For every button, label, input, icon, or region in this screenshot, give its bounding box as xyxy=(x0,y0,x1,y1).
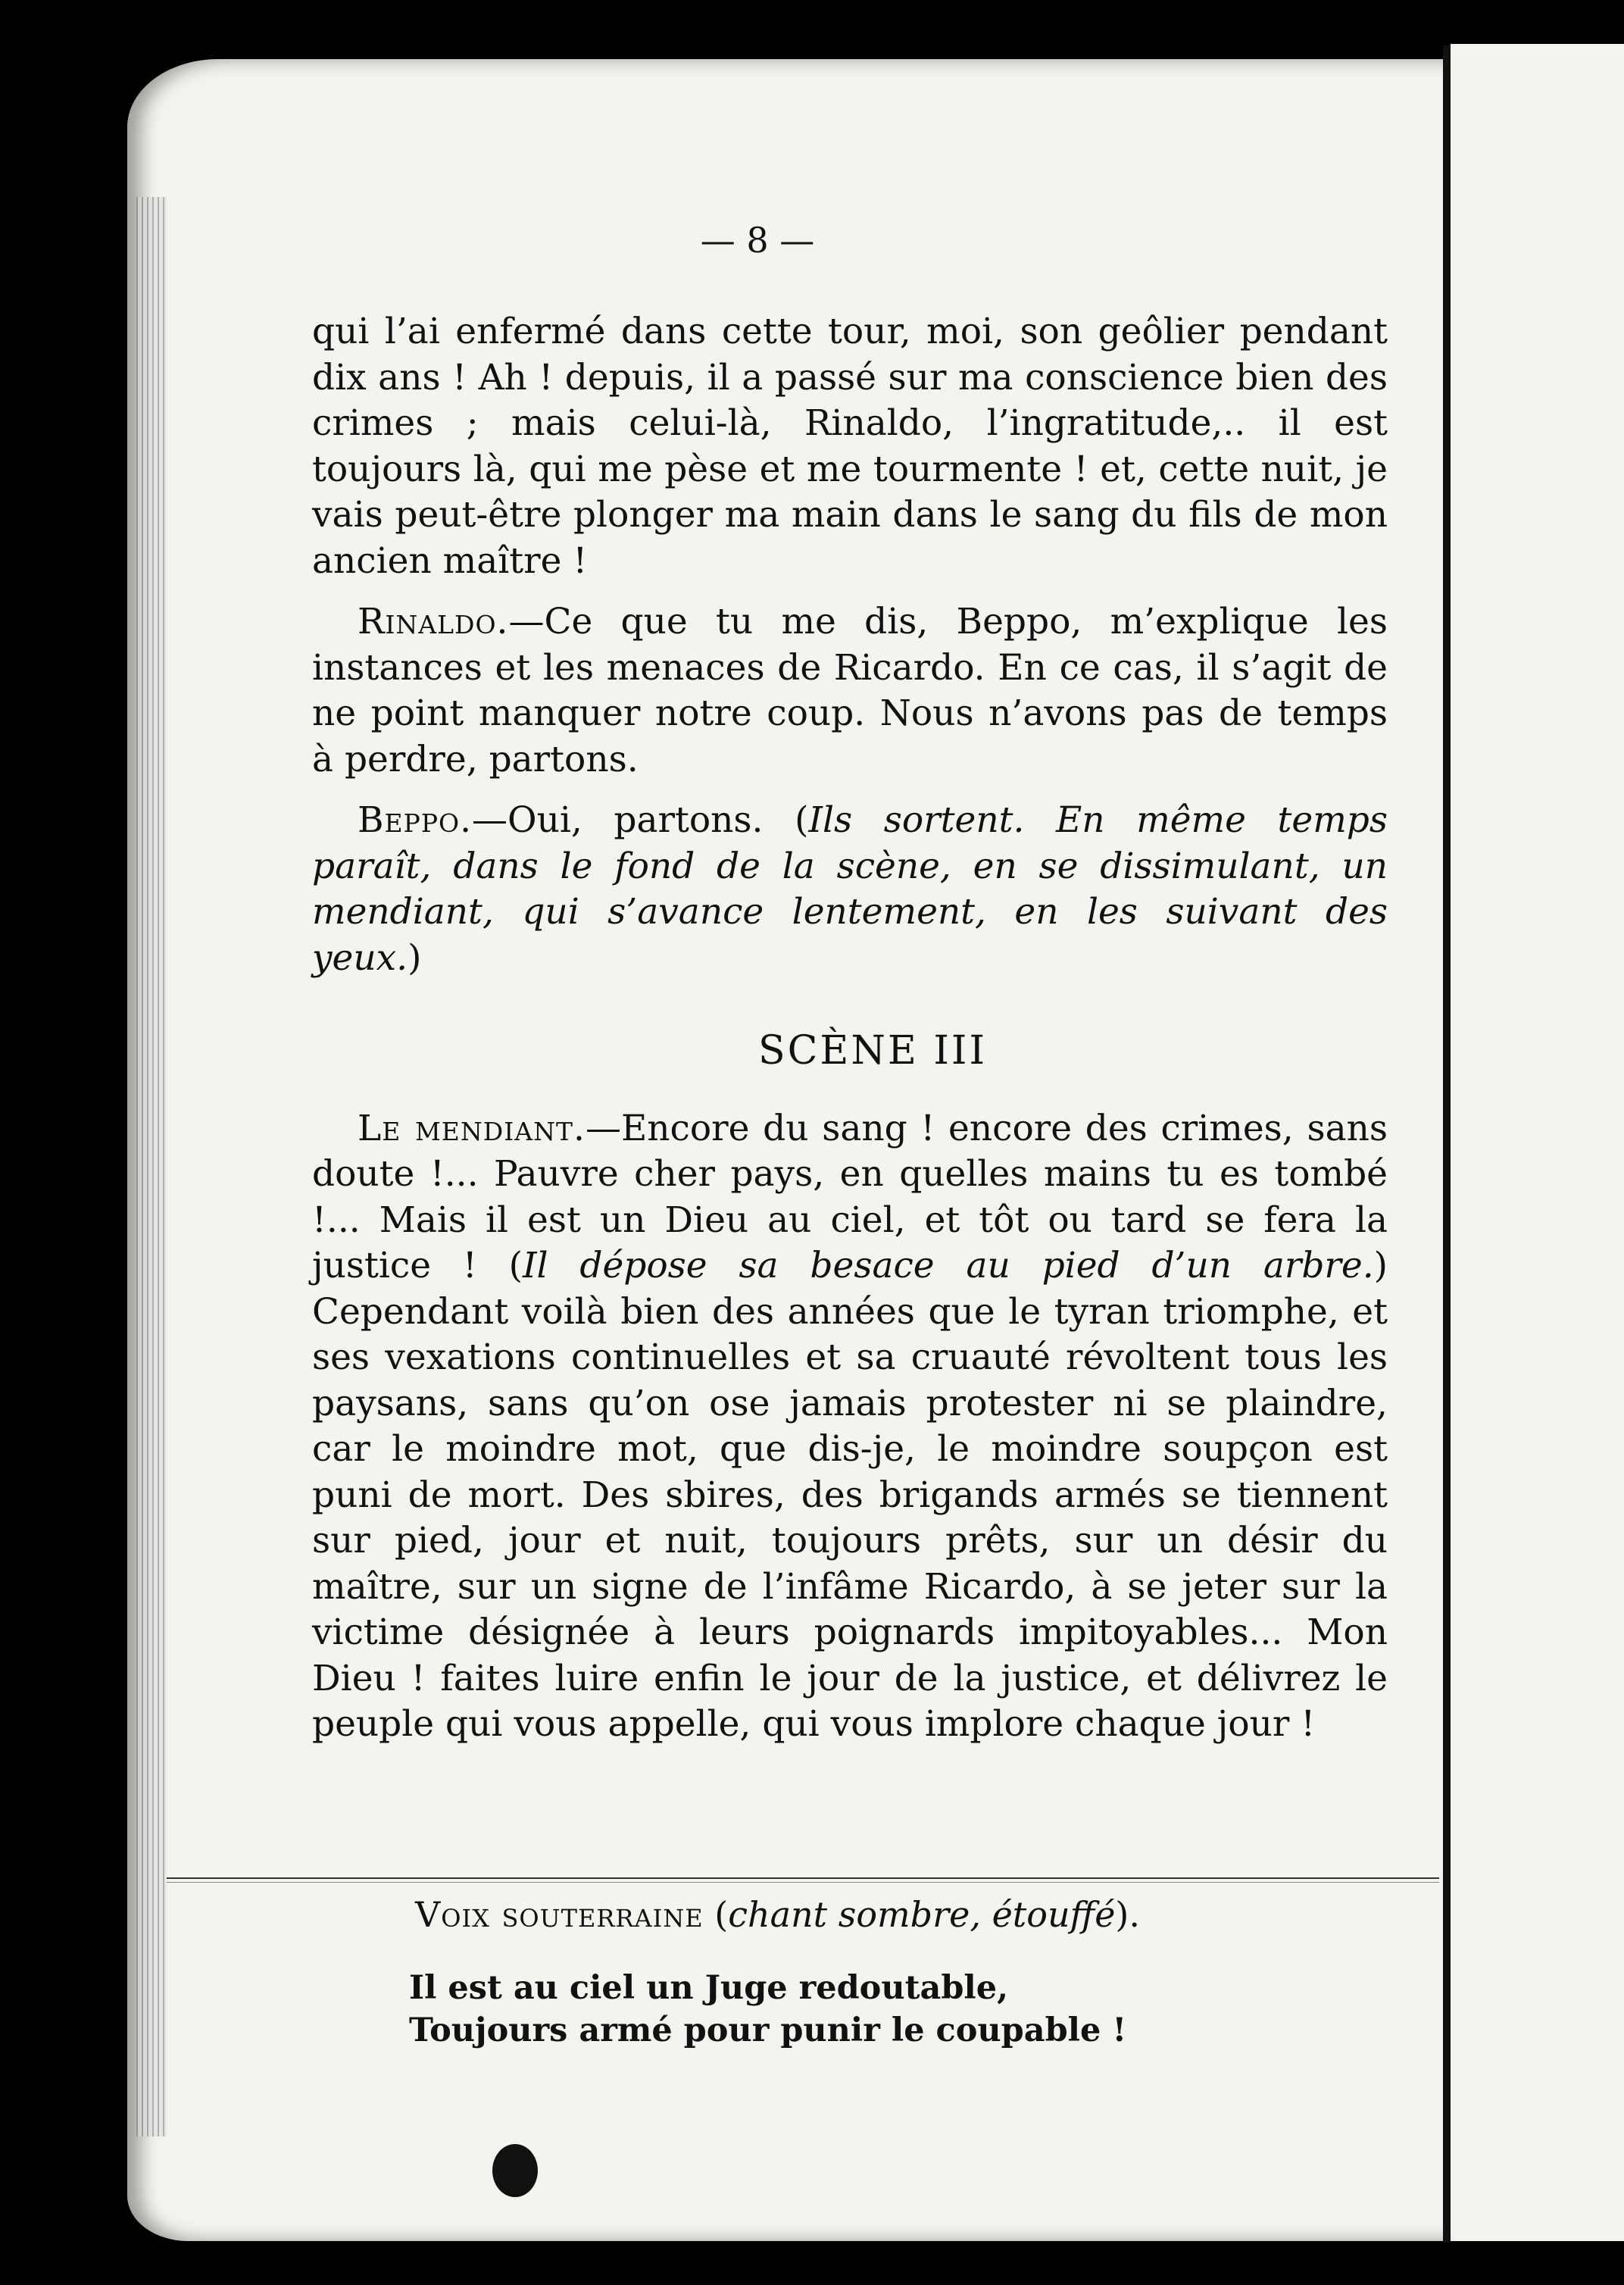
paren-open: ( xyxy=(714,1894,729,1935)
song-line: Toujours armé pour punir le coupable ! xyxy=(409,2011,1127,2049)
song-heading xyxy=(415,1894,1400,1935)
speaker-name: Beppo. xyxy=(358,799,473,841)
paren-close: ). xyxy=(1115,1894,1140,1935)
voice-label: Voix souterraine xyxy=(415,1894,704,1935)
section-divider-thin xyxy=(167,1882,1439,1883)
speaker-name: Le mendiant. xyxy=(358,1107,586,1149)
paragraph-text: —Oui, partons. ( xyxy=(472,799,809,841)
main-text xyxy=(312,309,1388,1763)
paragraph-mendiant xyxy=(312,1106,1388,1748)
paragraph-rinaldo xyxy=(312,599,1388,783)
scene-heading: SCÈNE III xyxy=(758,1028,987,1074)
song-lyrics xyxy=(409,1967,1394,2052)
paragraph-text: qui l’ai enfermé dans cette tour, moi, son geôlier pendant dix ans ! Ah ! depuis, il a passé sur ma conscience bien des crimes ; mais celui-là, Rinaldo, l’ingratitude,.. il est toujours là, qui me pèse et me tourmente ! et, cette nuit, je vais peut-être plonger ma main dans le sang du fils de mon ancien maître ! xyxy=(312,311,1388,582)
page-edge-shading xyxy=(136,197,167,2137)
song-direction: chant sombre, étouffé xyxy=(728,1894,1116,1935)
song-line: Il est au ciel un Juge redoutable, xyxy=(409,1969,1009,2007)
speaker-name: Rinaldo. xyxy=(358,601,509,642)
paragraph-text: —Ce que tu me dis, Beppo, m’explique les instances et les menaces de Ricardo. En ce cas, il s’agit de ne point manquer notre coup. Nous n’avons pas de temps à perdre, partons. xyxy=(312,601,1388,780)
paragraph-text: —Encore du sang ! encore des crimes, sans doute !... Pauvre cher pays, en quelles mains tu es tombé !... Mais il est un Dieu au ciel, et tôt ou tard se fera la justice ! ( xyxy=(312,1107,1388,1286)
paragraph-text-end: ) xyxy=(408,936,422,979)
page-number: — 8 — xyxy=(700,220,815,261)
section-divider xyxy=(167,1877,1439,1879)
ink-blot xyxy=(492,2144,538,2197)
paragraph-beppo xyxy=(312,798,1388,981)
book-gutter xyxy=(1443,45,1451,2243)
stage-direction: Ils sortent. En même temps paraît, dans le fond de la scène, en se dissimulant, un mendiant, qui s’avance lentement, en les suivant des yeux. xyxy=(312,799,1388,979)
paragraph-continuation xyxy=(312,309,1388,584)
paragraph-text: ) Cependant voilà bien des années que le tyran triomphe, et ses vexations continuelles et sa cruauté révoltent tous les paysans, sans qu’on ose jamais protester ni se plaindre, car le moindre mot, que dis-je, le moindre soupçon est puni de mort. Des sbires, des brigands armés se tiennent sur pied, jour et nuit, toujours prêts, sur un désir du maître, sur un signe de l’infâme Ricardo, à se jeter sur la victime désignée à leurs poignards impitoyables... Mon Dieu ! faites luire enfin le jour de la justice, et délivrez le peuple qui vous appelle, qui vous implore chaque jour ! xyxy=(312,1245,1388,1745)
stage-direction: Il dépose sa besace au pied d’un arbre. xyxy=(522,1245,1374,1286)
right-page xyxy=(1451,44,1624,2241)
